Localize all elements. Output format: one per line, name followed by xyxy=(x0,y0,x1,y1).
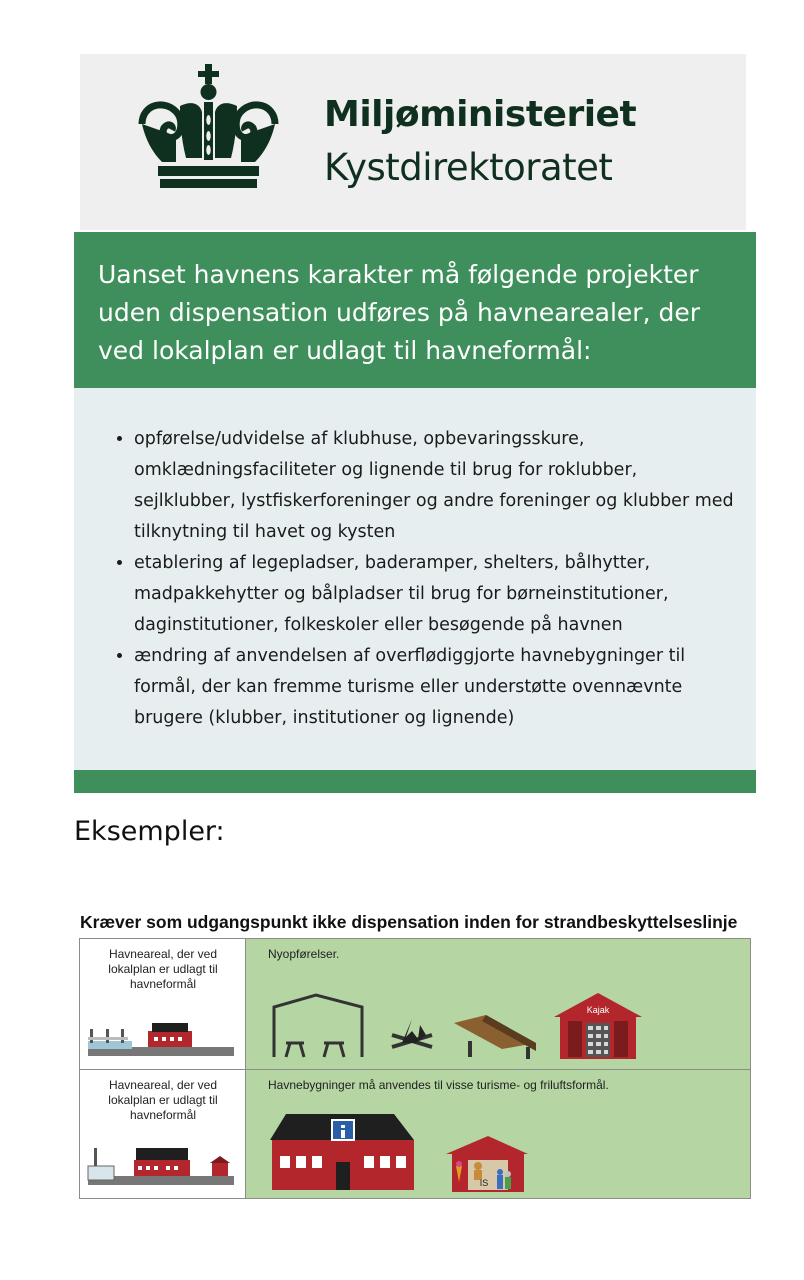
tourist-info-building-icon xyxy=(270,1114,414,1190)
shelter-icon xyxy=(274,995,362,1057)
crown-icon xyxy=(136,62,281,190)
list-item: • ændring af anvendelsen af overflødiggjorte havnebygninger til formål, der kan fremme turisme eller understøtte ovennævnte brugere (klubber, institutioner og lignende) xyxy=(134,641,744,734)
row1-left-cell xyxy=(80,939,246,1069)
logo-header xyxy=(80,54,746,230)
example-figure-table xyxy=(79,938,751,1199)
row2-left-cell xyxy=(80,1069,246,1198)
converted-buildings-illustration xyxy=(246,1070,750,1199)
campfire-icon xyxy=(392,1019,432,1047)
row1-right-cell xyxy=(246,939,750,1069)
harbor-area-illustration xyxy=(80,1009,246,1069)
row1-left-label: Havneareal, der ved lokalplan er udlagt til havneformål xyxy=(108,947,218,991)
intro-heading: Uanset havnens karakter må følgende projekter uden dispensation udføres på havnearealer, der ved lokalplan er udlagt til havneformål: xyxy=(98,260,700,365)
row1-right-text: Nyopførelser. xyxy=(268,947,340,961)
bullet-list xyxy=(108,424,744,734)
panel-footer-band xyxy=(74,770,756,793)
kayak-sign-text: Kajak xyxy=(586,1005,610,1015)
ice-cream-kiosk-icon xyxy=(446,1136,528,1192)
list-item: • etablering af legepladser, baderamper, shelters, bålhytter, madpakkehytter og bålpladser til brug for børneinstitutioner, daginstitutioner, folkeskoler eller besøgende på havnen xyxy=(134,548,744,641)
figure-title: Kræver som udgangspunkt ikke dispensation inden for strandbeskyttelseslinje xyxy=(80,912,738,932)
agency-name: Kystdirektoratet xyxy=(324,146,613,189)
harbor-building-illustration xyxy=(80,1136,246,1198)
intro-banner xyxy=(74,232,756,388)
list-item: • opførelse/udvidelse af klubhuse, opbevaringsskure, omklædningsfaciliteter og lignende til brug for roklubber, sejlklubber, lystfiskerforeninger og andre foreninger og klubber med tilknytning til havet og kysten xyxy=(134,424,744,548)
ice-cream-sign-text: IS xyxy=(479,1178,489,1188)
kayak-storage-icon xyxy=(554,993,642,1059)
org-name: Miljøministeriet xyxy=(324,94,637,135)
row2-right-text: Havnebygninger må anvendes til visse turisme- og friluftsformål. xyxy=(268,1078,609,1092)
row2-right-cell xyxy=(246,1069,750,1198)
row2-left-label: Havneareal, der ved lokalplan er udlagt til havneformål xyxy=(108,1078,218,1122)
lean-to-shelter-icon xyxy=(454,1015,536,1059)
info-panel xyxy=(74,388,756,770)
new-buildings-illustration xyxy=(246,939,750,1069)
examples-heading: Eksempler: xyxy=(74,816,225,847)
